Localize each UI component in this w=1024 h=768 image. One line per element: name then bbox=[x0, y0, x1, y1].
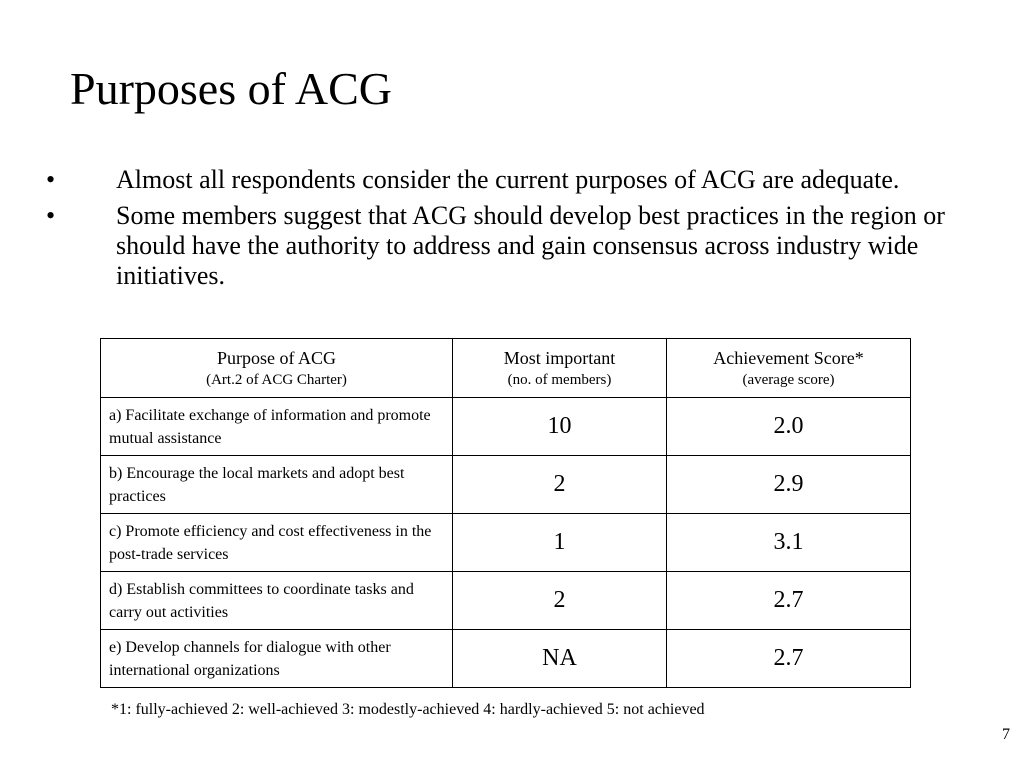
footnote: *1: fully-achieved 2: well-achieved 3: modestly-achieved 4: hardly-achieved 5: not achieved bbox=[111, 701, 705, 718]
most-important-cell: NA bbox=[453, 630, 667, 688]
purpose-cell: b) Encourage the local markets and adopt best practices bbox=[101, 456, 453, 514]
header-sub-text: (average score) bbox=[742, 372, 835, 388]
purpose-cell: d) Establish committees to coordinate tasks and carry out activities bbox=[101, 572, 453, 630]
most-important-cell: 10 bbox=[453, 398, 667, 456]
score-cell: 3.1 bbox=[667, 514, 911, 572]
header-most-important bbox=[453, 339, 667, 398]
bullet-marker: • bbox=[46, 165, 56, 194]
page-number: 7 bbox=[1002, 726, 1010, 743]
header-main-text: Achievement Score* bbox=[713, 348, 864, 368]
bullet-item bbox=[0, 165, 986, 195]
bullet-text: Almost all respondents consider the current purposes of ACG are adequate. bbox=[116, 165, 900, 194]
most-important-cell: 2 bbox=[453, 456, 667, 514]
table-header-row bbox=[101, 339, 911, 398]
table-row bbox=[101, 398, 911, 456]
header-main-text: Purpose of ACG bbox=[216, 348, 336, 368]
bullet-marker: • bbox=[46, 201, 56, 230]
purpose-cell: a) Facilitate exchange of information and promote mutual assistance bbox=[101, 398, 453, 456]
most-important-cell: 1 bbox=[453, 514, 667, 572]
table-row bbox=[101, 630, 911, 688]
score-cell: 2.9 bbox=[667, 456, 911, 514]
score-cell: 2.7 bbox=[667, 630, 911, 688]
table-row bbox=[101, 456, 911, 514]
score-cell: 2.7 bbox=[667, 572, 911, 630]
slide-title: Purposes of ACG bbox=[70, 63, 393, 114]
purposes-table bbox=[100, 338, 911, 688]
header-purpose bbox=[101, 339, 453, 398]
purpose-cell: e) Develop channels for dialogue with other international organizations bbox=[101, 630, 453, 688]
most-important-cell: 2 bbox=[453, 572, 667, 630]
table-row bbox=[101, 572, 911, 630]
bullet-list bbox=[0, 165, 1024, 297]
score-cell: 2.0 bbox=[667, 398, 911, 456]
table-row bbox=[101, 514, 911, 572]
header-sub-text: (Art.2 of ACG Charter) bbox=[206, 372, 347, 388]
purpose-cell: c) Promote efficiency and cost effectiveness in the post-trade services bbox=[101, 514, 453, 572]
header-main-text: Most important bbox=[503, 348, 616, 368]
bullet-item bbox=[0, 201, 986, 291]
header-achievement-score bbox=[667, 339, 911, 398]
bullet-text: Some members suggest that ACG should develop best practices in the region or should have the authority to address and gain consensus across industry wide initiatives. bbox=[116, 201, 945, 290]
header-sub-text: (no. of members) bbox=[507, 372, 612, 388]
